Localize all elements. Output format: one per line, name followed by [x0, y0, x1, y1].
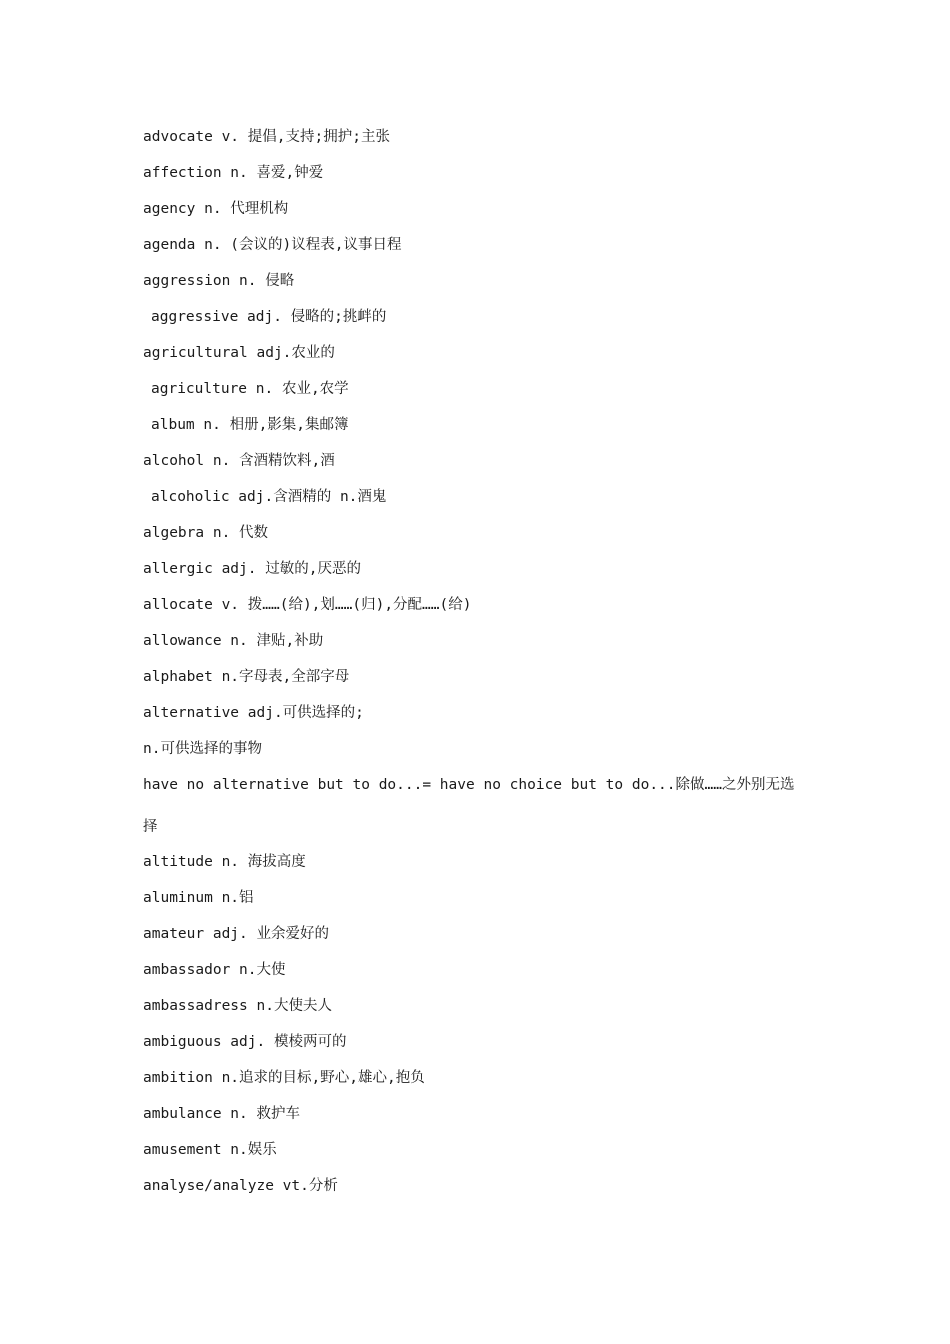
- entry-aggression: aggression n. 侵略: [143, 273, 295, 289]
- entry-alternative-noun: n.可供选择的事物: [143, 741, 262, 757]
- entry-allergic: allergic adj. 过敏的,厌恶的: [143, 561, 361, 577]
- entry-alcohol: alcohol n. 含酒精饮料,酒: [143, 453, 335, 469]
- entry-alphabet: alphabet n.字母表,全部字母: [143, 669, 350, 685]
- entry-agricultural: agricultural adj.农业的: [143, 345, 335, 361]
- entry-agency: agency n. 代理机构: [143, 201, 289, 217]
- entry-ambassador: ambassador n.大使: [143, 962, 286, 978]
- entry-aggressive: aggressive adj. 侵略的;挑衅的: [151, 309, 387, 325]
- entry-ambassadress: ambassadress n.大使夫人: [143, 998, 332, 1014]
- entry-ambulance: ambulance n. 救护车: [143, 1106, 300, 1122]
- entry-advocate: advocate v. 提倡,支持;拥护;主张: [143, 129, 390, 145]
- entry-agriculture: agriculture n. 农业,农学: [151, 381, 349, 397]
- entry-alternative-adj: alternative adj.可供选择的;: [143, 705, 364, 721]
- entry-aluminum: aluminum n.铝: [143, 890, 254, 906]
- entry-amusement: amusement n.娱乐: [143, 1142, 277, 1158]
- entry-agenda: agenda n. (会议的)议程表,议事日程: [143, 237, 402, 253]
- document-page: [143, 119, 823, 1204]
- entry-alternative-phrase: have no alternative but to do...= have no choice but to do...除做……之外别无选: [143, 777, 795, 793]
- entry-affection: affection n. 喜爱,钟爱: [143, 165, 324, 181]
- entry-allowance: allowance n. 津贴,补助: [143, 633, 324, 649]
- entry-alternative-phrase-continued: 择: [143, 819, 158, 835]
- entry-alcoholic: alcoholic adj.含酒精的 n.酒鬼: [151, 489, 387, 505]
- entry-amateur: amateur adj. 业余爱好的: [143, 926, 329, 942]
- entry-ambition: ambition n.追求的目标,野心,雄心,抱负: [143, 1070, 425, 1086]
- entry-analyse: analyse/analyze vt.分析: [143, 1178, 338, 1194]
- entry-allocate: allocate v. 拨……(给),划……(归),分配……(给): [143, 597, 472, 613]
- entry-algebra: algebra n. 代数: [143, 525, 269, 541]
- entry-ambiguous: ambiguous adj. 模棱两可的: [143, 1034, 347, 1050]
- entry-altitude: altitude n. 海拔高度: [143, 854, 306, 870]
- entry-album: album n. 相册,影集,集邮簿: [151, 417, 349, 433]
